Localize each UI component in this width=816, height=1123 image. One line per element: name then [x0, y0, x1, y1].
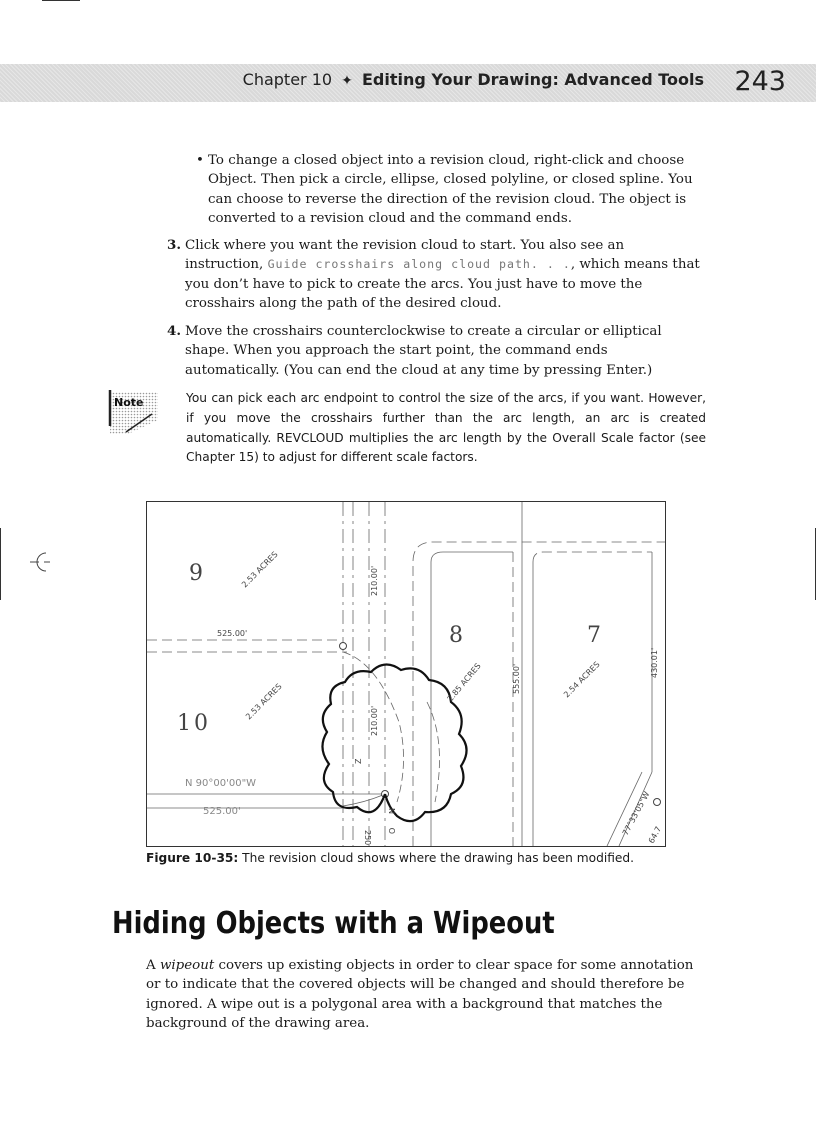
note-text: You can pick each arc endpoint to control the size of the arcs, if you want. However, if you move the crosshairs further than the arc length, an arc is created automatically. REVCLOUD multiplies the arc length by the Overall Scale factor (see Chapter 15) to adjust for different scale factors.: [186, 391, 706, 465]
dimension-210-mid: 210.00': [370, 705, 379, 736]
running-header: [243, 70, 704, 89]
lot-7-acres: 2.54 ACRES: [562, 659, 602, 700]
step-4: [167, 322, 705, 380]
command-prompt-code: Guide crosshairs along cloud path. . .: [267, 257, 571, 272]
lot-8-acres: 2.85 ACRES: [445, 661, 483, 704]
separator-star-icon: ✦: [341, 73, 353, 89]
partial-o: O: [388, 827, 397, 834]
partial-n: N: [388, 808, 397, 814]
revision-cloud: [322, 664, 466, 821]
top-crop-rule: [42, 0, 80, 1]
dimension-top: 525.00': [217, 629, 248, 638]
dimension-bottom: 525.00': [203, 806, 241, 817]
step-number: 3.: [167, 237, 181, 253]
figure-caption-label: Figure 10-35:: [146, 851, 239, 865]
figure-caption-text: The revision cloud shows where the drawing has been modified.: [242, 851, 634, 865]
section-paragraph: [146, 956, 706, 1034]
figure-caption: [146, 851, 634, 865]
step-text-before: Click where you want the revision cloud to start. You also see an instruction,: [185, 238, 625, 273]
lot-9-acres: 2.53 ACRES: [240, 549, 280, 590]
chapter-title: Editing Your Drawing: Advanced Tools: [361, 70, 704, 89]
section-heading: Hiding Objects with a Wipeout: [112, 906, 555, 941]
bullet-text: To change a closed object into a revision cloud, right-click and choose Object. Then pick a circle, ellipse, closed polyline, or closed spline. You can choose to reverse the direction of the revision cloud. The object is converted to a revision cloud and the command ends.: [208, 153, 693, 227]
lot-7-label: 7: [587, 623, 601, 648]
lot-8-label: 8: [449, 623, 463, 648]
bearing-label: N 90°00'00"W: [185, 778, 257, 789]
section-para-before: A: [146, 958, 160, 973]
note-icon-label: Note: [114, 396, 144, 409]
dimension-430: 430.01': [650, 647, 659, 678]
bearing-right: 77°33'05"W: [620, 790, 652, 837]
dimension-210-top: 210.00': [370, 565, 379, 596]
step-number: 4.: [167, 323, 181, 339]
lot-9-label: 9: [189, 561, 203, 586]
note-icon: [106, 386, 162, 436]
step-text: Move the crosshairs counterclockwise to create a circular or elliptical shape. When you approach the start point, the command ends automatically. (You can end the cloud at any time by pressing Enter.): [185, 324, 662, 378]
figure-revision-cloud: [146, 501, 666, 847]
partial-bottom: 250: [363, 830, 372, 846]
chapter-label: Chapter 10: [242, 70, 333, 89]
section-para-after: covers up existing objects in order to clear space for some annotation or to indicate that the covered objects will be changed and should therefore be ignored. A wipe out is a polygonal area with a background that matches the background of the drawing area.: [146, 958, 694, 1032]
section-term: wipeout: [159, 958, 215, 973]
plat-drawing: [147, 502, 665, 846]
left-edge-mark: [0, 528, 1, 600]
bullet-item: [196, 151, 698, 229]
registration-mark-icon: [30, 550, 50, 574]
lot-10-label: 10: [177, 711, 211, 736]
bullet-dot-icon: •: [196, 153, 204, 168]
step-text-after: , which means that you don’t have to pick to create the arcs. You just have to move the crosshairs along the path of the desired cloud.: [185, 257, 700, 312]
partial-z: Z: [354, 758, 363, 764]
lot-10-acres: 2.53 ACRES: [244, 681, 284, 722]
partial-right: 64.7: [646, 824, 664, 845]
step-3: [167, 236, 705, 314]
page-number: 243: [734, 66, 786, 97]
dimension-555: 555.00': [512, 663, 521, 694]
